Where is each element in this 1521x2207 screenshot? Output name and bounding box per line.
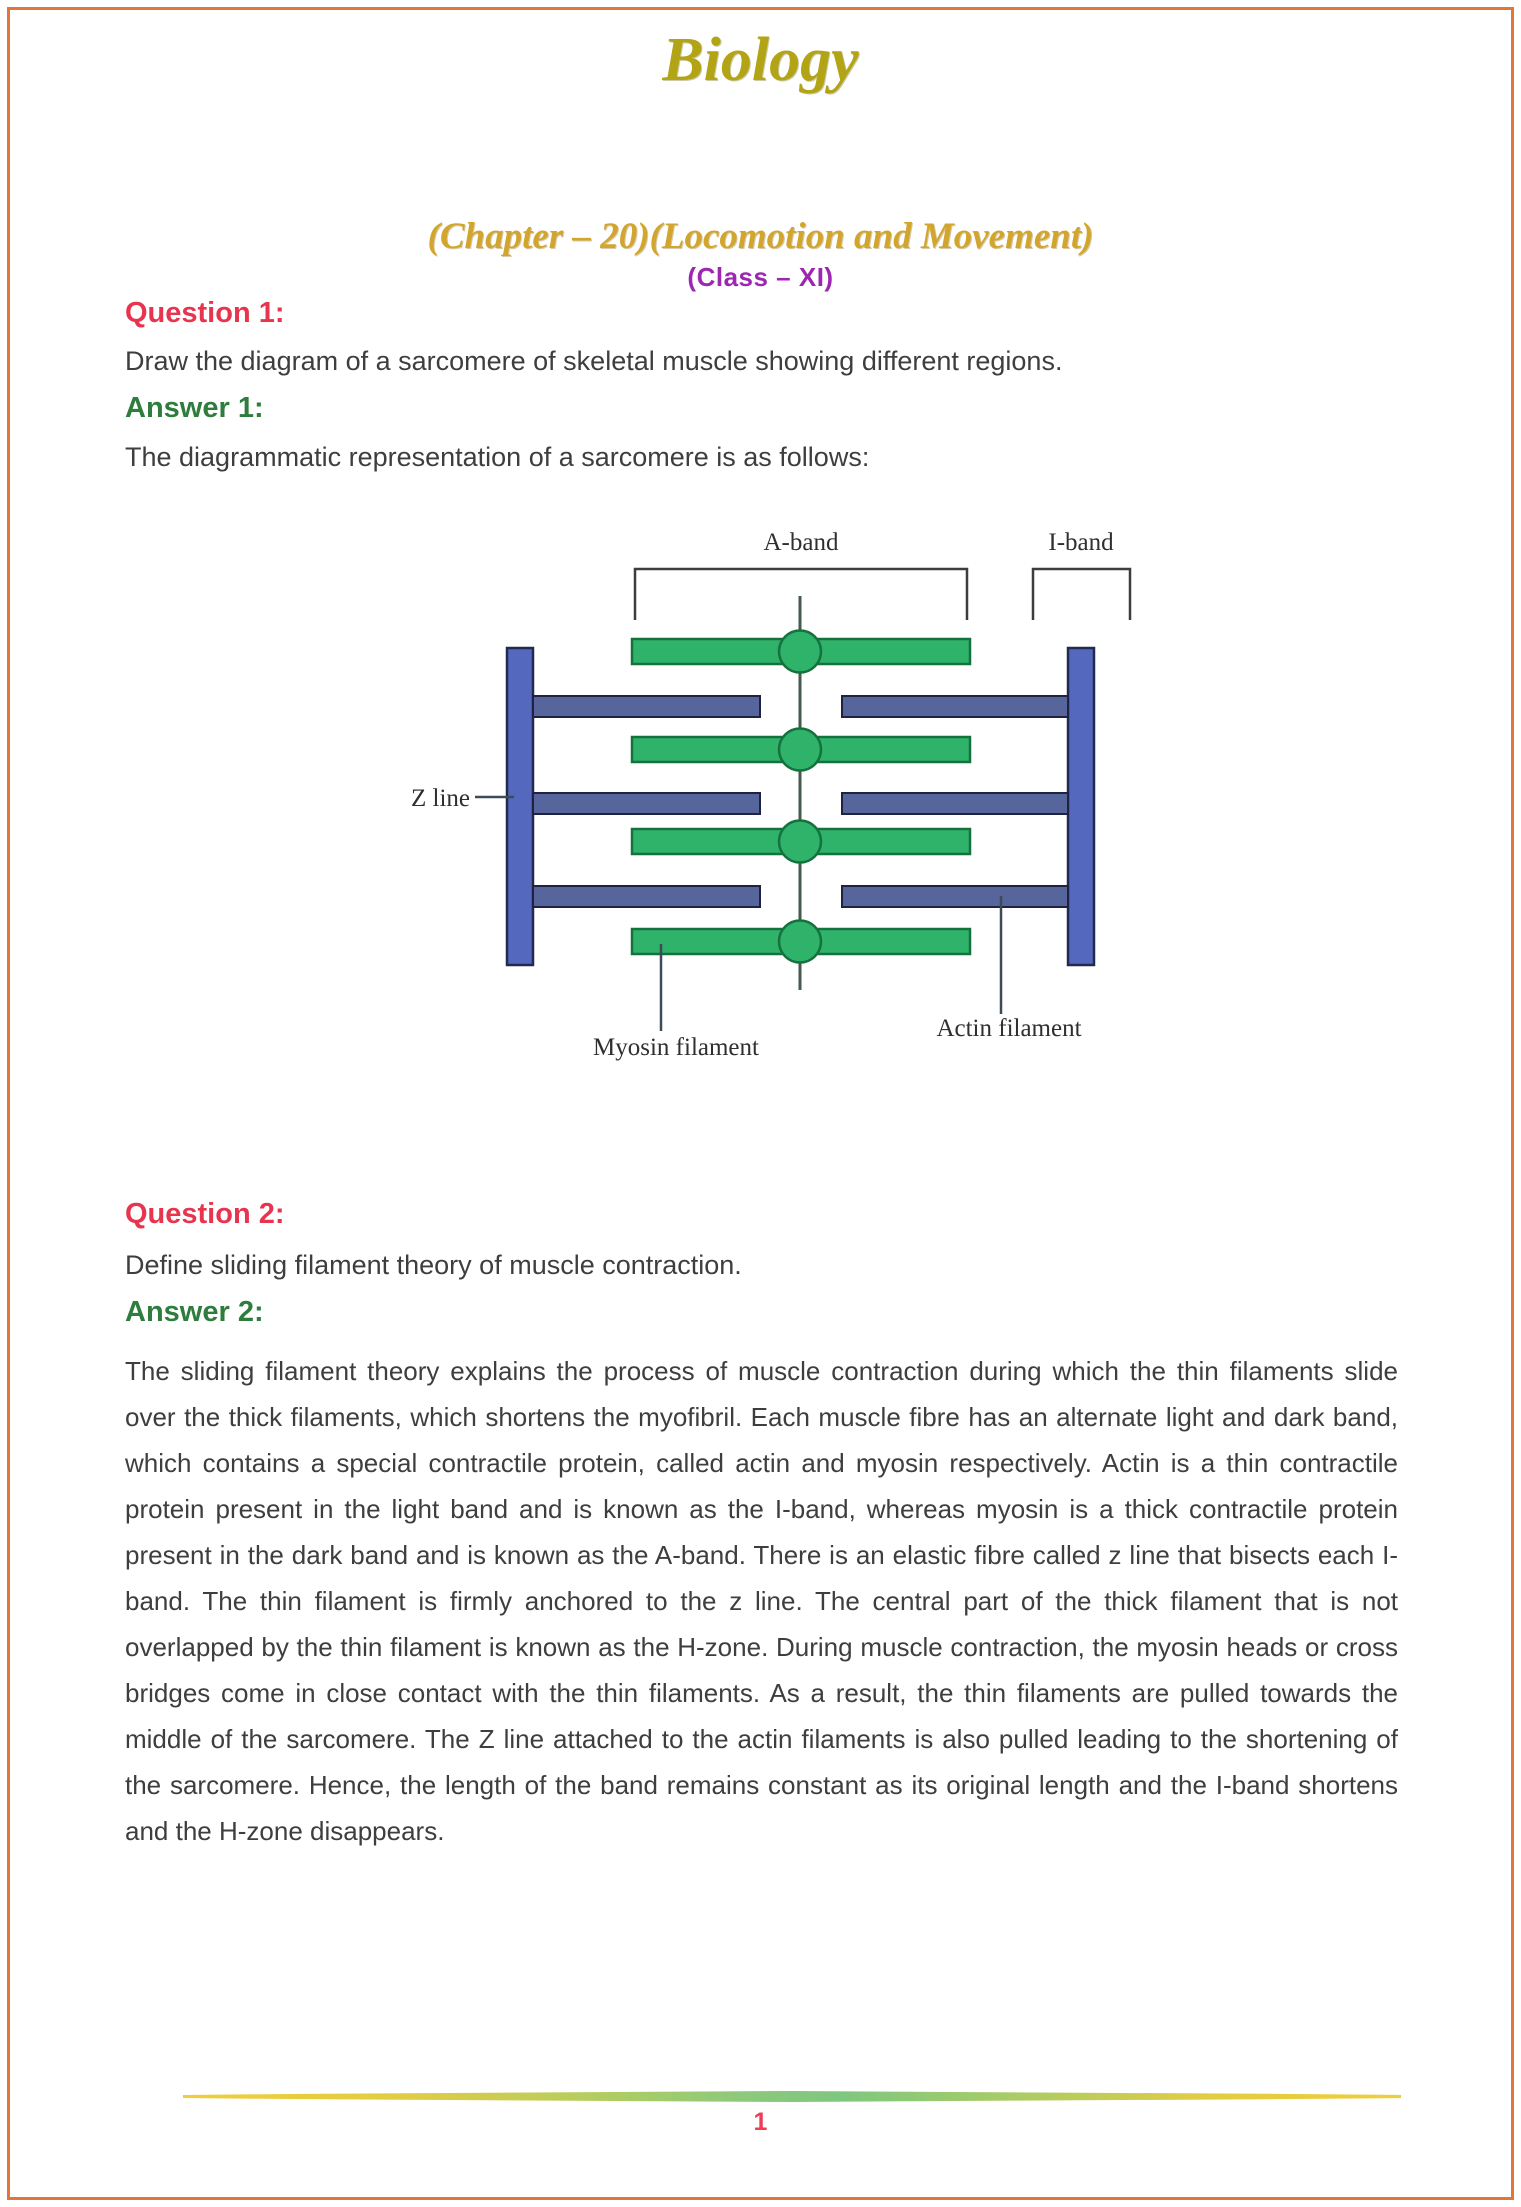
answer-1-intro: The diagrammatic representation of a sarcomere is as follows: — [125, 442, 870, 472]
actin-filament-bar — [533, 793, 760, 814]
myosin-filament-label: Myosin filament — [593, 1034, 759, 1061]
z-line-label: Z line — [410, 785, 470, 812]
class-heading: (Class – XI) — [687, 262, 834, 292]
myosin-bulge — [779, 729, 821, 771]
myosin-bulge — [779, 631, 821, 673]
answer-1-heading: Answer 1: — [125, 392, 264, 424]
question-1-text: Draw the diagram of a sarcomere of skeletal muscle showing different regions. — [125, 346, 1063, 376]
page-number: 1 — [753, 2108, 768, 2136]
answer-2-text: The sliding filament theory explains the process of muscle contraction during which the thin filaments slide over the thick filaments, which shortens the myofibril. Each muscle fibre has an alternate light and dark band, which contains a special contractile protein, called actin and myosin respectively. Actin is a thin contractile protein present in the light band and is known as the I-band, whereas myosin is a thick contractile protein present in the dark band and is known as the A-band. There is an elastic fibre called z line that bisects each I-band. The thin filament is firmly anchored to the z line. The central part of the thick filament that is not overlapped by the thin filament is known as the H-zone. During muscle contraction, the myosin heads or cross bridges come in close contact with the thin filaments. As a result, the thin filaments are pulled towards the middle of the sarcomere. The Z line attached to the actin filaments is also pulled leading to the shortening of the sarcomere. Hence, the length of the band remains constant as its original length and the I-band shortens and the H-zone disappears. — [125, 1356, 1398, 1846]
myosin-bulge — [779, 821, 821, 863]
actin-filament-bar — [842, 696, 1068, 717]
chapter-heading: (Chapter – 20)(Locomotion and Movement) — [427, 216, 1094, 257]
myosin-bulge — [779, 921, 821, 963]
question-2-heading: Question 2: — [125, 1198, 285, 1230]
doc-title: Biology — [662, 26, 859, 94]
footer-divider — [183, 2091, 1401, 2102]
page-border — [7, 7, 1514, 2200]
actin-filament-label: Actin filament — [936, 1015, 1082, 1042]
i-band-label: I-band — [1048, 529, 1114, 556]
actin-filament-bar — [533, 696, 760, 717]
sarcomere-diagram-svg — [336, 498, 1146, 1078]
question-2-text: Define sliding filament theory of muscle contraction. — [125, 1250, 742, 1280]
z-line-bar-left — [507, 648, 533, 965]
actin-filament-bar — [533, 886, 760, 907]
answer-2-heading: Answer 2: — [125, 1296, 264, 1328]
i-band-bracket — [1033, 569, 1130, 620]
a-band-label: A-band — [763, 529, 839, 556]
actin-filament-bar — [842, 886, 1068, 907]
sarcomere-diagram — [336, 498, 1146, 1078]
question-1-heading: Question 1: — [125, 297, 285, 329]
actin-filament-bar — [842, 793, 1068, 814]
z-line-bar-right — [1068, 648, 1094, 965]
